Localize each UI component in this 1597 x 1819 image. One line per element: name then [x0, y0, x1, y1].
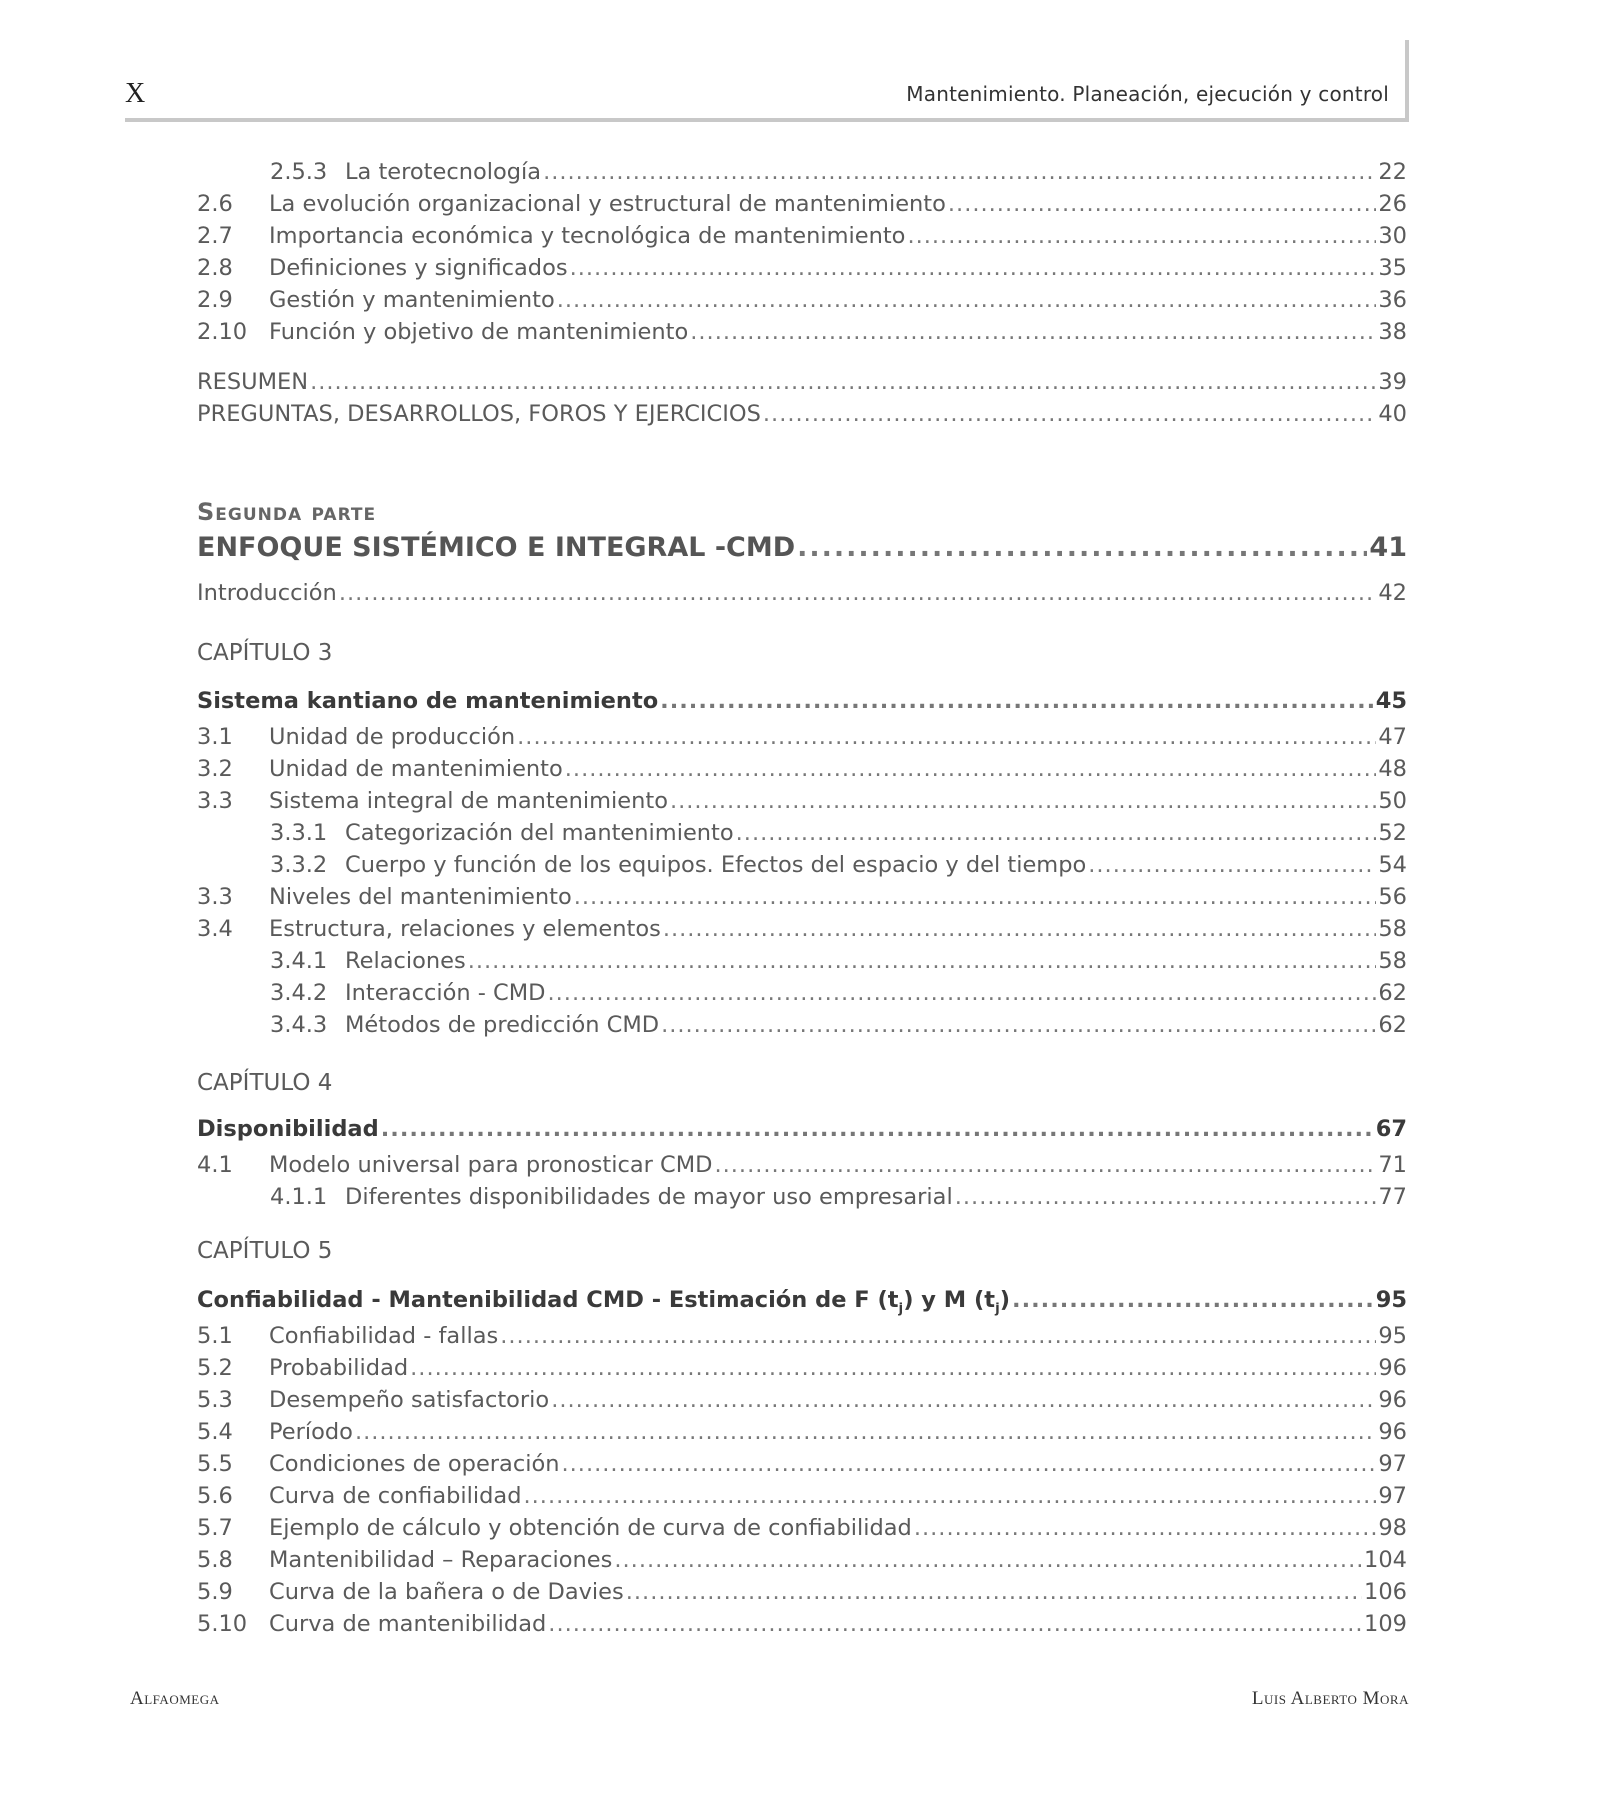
subscript: j: [995, 1300, 1000, 1317]
toc-entry-page: 54: [1378, 852, 1407, 878]
toc-leader-dots: [797, 532, 1367, 563]
header-rule: [125, 118, 1409, 122]
chapter-title-part: ): [999, 1287, 1011, 1313]
toc-entry-page: 42: [1378, 580, 1407, 606]
toc-entry-number: 5.7: [197, 1515, 233, 1541]
toc-entry[interactable]: [197, 255, 1407, 285]
toc-leader-dots: [548, 1611, 1362, 1637]
toc-entry-resumen[interactable]: [197, 369, 1407, 399]
toc-entry-page: 26: [1378, 191, 1407, 217]
toc-entry-page: 58: [1378, 948, 1407, 974]
toc-entry-number: 2.10: [197, 319, 248, 345]
toc-entry[interactable]: [270, 820, 1407, 850]
toc-entry[interactable]: [197, 916, 1407, 946]
toc-entry-label: Curva de la bañera o de Davies: [269, 1579, 624, 1605]
toc-entry-page: 41: [1369, 532, 1407, 563]
toc-leader-dots: [714, 1152, 1376, 1178]
toc-entry-label: Métodos de predicción CMD: [345, 1012, 660, 1038]
part-title: ENFOQUE SISTÉMICO E INTEGRAL -CMD: [197, 532, 796, 563]
chapter-heading: CAPÍTULO 5: [197, 1238, 333, 1264]
toc-leader-dots: [570, 255, 1377, 281]
toc-entry-label: Categorización del mantenimiento: [345, 820, 734, 846]
toc-entry-number: 5.4: [197, 1419, 233, 1445]
toc-entry-label: Gestión y mantenimiento: [269, 287, 555, 313]
subscript: j: [898, 1300, 904, 1317]
toc-entry[interactable]: [197, 191, 1407, 221]
toc-entry-number: 5.6: [197, 1483, 233, 1509]
toc-entry-label: Importancia económica y tecnológica de mantenimiento: [269, 223, 906, 249]
toc-entry[interactable]: [197, 1419, 1407, 1449]
toc-leader-dots: [410, 1355, 1376, 1381]
toc-entry-label: La evolución organizacional y estructural de mantenimiento: [269, 191, 946, 217]
toc-entry-number: 4.1: [197, 1152, 233, 1178]
toc-entry-number: 3.4: [197, 916, 233, 942]
toc-chapter-title[interactable]: [197, 1116, 1407, 1146]
toc-leader-dots: [1012, 1287, 1374, 1313]
toc-entry-page: 109: [1364, 1611, 1407, 1637]
toc-entry[interactable]: [197, 1611, 1407, 1641]
toc-leader-dots: [548, 980, 1377, 1006]
toc-entry[interactable]: [197, 1483, 1407, 1513]
toc-leader-dots: [339, 580, 1377, 606]
toc-entry[interactable]: [197, 1451, 1407, 1481]
toc-entry-number: 2.6: [197, 191, 233, 217]
toc-entry-page: 45: [1375, 688, 1407, 714]
toc-entry-label: Cuerpo y función de los equipos. Efectos del espacio y del tiempo: [345, 852, 1087, 878]
toc-entry[interactable]: [197, 1515, 1407, 1545]
toc-entry-page: 40: [1378, 401, 1407, 427]
toc-leader-dots: [574, 884, 1377, 910]
toc-leader-dots: [543, 159, 1376, 185]
toc-entry-label: Condiciones de operación: [269, 1451, 560, 1477]
toc-entry-page: 36: [1378, 287, 1407, 313]
toc-entry-number: 2.7: [197, 223, 233, 249]
toc-entry-page: 22: [1378, 159, 1407, 185]
toc-leader-dots: [955, 1184, 1377, 1210]
toc-entry-page: 62: [1378, 1012, 1407, 1038]
toc-entry[interactable]: [197, 1387, 1407, 1417]
toc-entry-page: 35: [1378, 255, 1407, 281]
toc-entry-page: 38: [1378, 319, 1407, 345]
toc-entry-number: 5.9: [197, 1579, 233, 1605]
toc-entry-number: 3.2: [197, 756, 233, 782]
toc-entry-page: 50: [1378, 788, 1407, 814]
toc-leader-dots: [660, 688, 1374, 714]
toc-entry-number: 3.3: [197, 788, 233, 814]
toc-entry-page: 97: [1378, 1451, 1407, 1477]
toc-entry-label: Introducción: [197, 580, 337, 606]
toc-entry-label: Definiciones y significados: [269, 255, 568, 281]
chapter-title-part: ) y M (t: [903, 1287, 996, 1313]
toc-entry-page: 77: [1378, 1184, 1407, 1210]
toc-part-title[interactable]: [197, 532, 1407, 568]
toc-leader-dots: [565, 756, 1377, 782]
toc-entry[interactable]: [197, 1547, 1407, 1577]
toc-leader-dots: [310, 369, 1376, 395]
running-title: Mantenimiento. Planeación, ejecución y control: [906, 82, 1389, 106]
toc-entry-page: 96: [1378, 1387, 1407, 1413]
toc-leader-dots: [661, 1012, 1376, 1038]
toc-entry-number: 2.5.3: [270, 159, 328, 185]
toc-entry[interactable]: [197, 788, 1407, 818]
toc-leader-dots: [663, 916, 1377, 942]
toc-entry[interactable]: [197, 884, 1407, 914]
toc-entry-number: 2.9: [197, 287, 233, 313]
toc-entry-page: 58: [1378, 916, 1407, 942]
toc-entry-label: Confiabilidad - fallas: [269, 1323, 499, 1349]
toc-entry-label: Modelo universal para pronosticar CMD: [269, 1152, 713, 1178]
toc-entry-number: 5.2: [197, 1355, 233, 1381]
chapter-heading: CAPÍTULO 4: [197, 1070, 333, 1096]
toc-entry-page: 30: [1378, 223, 1407, 249]
toc-leader-dots: [614, 1547, 1362, 1573]
toc-entry-page: 106: [1364, 1579, 1407, 1605]
toc-entry[interactable]: [270, 159, 1407, 189]
chapter-title: Sistema kantiano de mantenimiento: [197, 688, 659, 714]
toc-entry-page: 96: [1378, 1419, 1407, 1445]
toc-leader-dots: [626, 1579, 1362, 1605]
toc-entry-page: 56: [1378, 884, 1407, 910]
toc-entry-label: Sistema integral de mantenimiento: [269, 788, 668, 814]
toc-entry-number: 5.1: [197, 1323, 233, 1349]
toc-entry[interactable]: [270, 980, 1407, 1010]
toc-entry-label: Interacción - CMD: [345, 980, 546, 1006]
toc-entry-page: 104: [1364, 1547, 1407, 1573]
toc-entry-page: 48: [1378, 756, 1407, 782]
toc-leader-dots: [524, 1483, 1377, 1509]
toc-leader-dots: [517, 724, 1376, 750]
toc-entry-label: Diferentes disponibilidades de mayor uso empresarial: [345, 1184, 953, 1210]
chapter-title-part: Confiabilidad - Mantenibilidad CMD - Estimación de F (t: [197, 1287, 899, 1313]
toc-entry-page: 96: [1378, 1355, 1407, 1381]
toc-entry-page: 67: [1375, 1116, 1407, 1142]
toc-entry-label: RESUMEN: [197, 369, 309, 395]
toc-entry-label: Unidad de producción: [269, 724, 516, 750]
chapter-title: Disponibilidad: [197, 1116, 379, 1142]
toc-leader-dots: [948, 191, 1376, 217]
toc-entry-number: 5.10: [197, 1611, 248, 1637]
footer-author: Luis Alberto Mora: [1251, 1688, 1409, 1709]
toc-leader-dots: [381, 1116, 1374, 1142]
toc-entry[interactable]: [197, 756, 1407, 786]
toc-entry-label: Unidad de mantenimiento: [269, 756, 563, 782]
toc-leader-dots: [670, 788, 1376, 814]
footer-publisher: Alfaomega: [130, 1688, 220, 1709]
header-rule-vertical: [1405, 40, 1409, 122]
toc-entry-label: Ejemplo de cálculo y obtención de curva de confiabilidad: [269, 1515, 912, 1541]
toc-leader-dots: [551, 1387, 1376, 1413]
toc-leader-dots: [914, 1515, 1377, 1541]
toc-entry-label: Curva de mantenibilidad: [269, 1611, 547, 1637]
toc-leader-dots: [557, 287, 1377, 313]
page-number: X: [125, 78, 146, 109]
toc-entry-number: 3.4.3: [270, 1012, 328, 1038]
toc-entry-label: Estructura, relaciones y elementos: [269, 916, 661, 942]
toc-entry[interactable]: [270, 948, 1407, 978]
toc-entry-page: 52: [1378, 820, 1407, 846]
toc-entry-label: Función y objetivo de mantenimiento: [269, 319, 689, 345]
toc-leader-dots: [763, 401, 1376, 427]
chapter-heading: CAPÍTULO 3: [197, 640, 333, 666]
toc-leader-dots: [562, 1451, 1377, 1477]
toc-entry-label: Niveles del mantenimiento: [269, 884, 572, 910]
toc-entry-introduccion[interactable]: [197, 580, 1407, 610]
toc-leader-dots: [907, 223, 1376, 249]
toc-entry-number: 3.4.1: [270, 948, 328, 974]
toc-entry-number: 4.1.1: [270, 1184, 328, 1210]
part-label: Segunda parte: [197, 498, 377, 526]
chapter-title: [197, 1287, 1010, 1317]
toc-entry-page: 47: [1378, 724, 1407, 750]
toc-entry-label: Período: [269, 1419, 353, 1445]
toc-entry-number: 5.8: [197, 1547, 233, 1573]
toc-entry[interactable]: [197, 1323, 1407, 1353]
toc-entry[interactable]: [270, 1184, 1407, 1214]
toc-entry-label: Probabilidad: [269, 1355, 409, 1381]
toc-entry-number: 5.3: [197, 1387, 233, 1413]
toc-entry-label: Curva de confiabilidad: [269, 1483, 522, 1509]
toc-entry-number: 3.4.2: [270, 980, 328, 1006]
toc-entry-number: 3.1: [197, 724, 233, 750]
toc-entry-label: PREGUNTAS, DESARROLLOS, FOROS Y EJERCICIOS: [197, 401, 761, 427]
toc-chapter-title[interactable]: [197, 1287, 1407, 1321]
toc-entry[interactable]: [197, 223, 1407, 253]
toc-leader-dots: [500, 1323, 1376, 1349]
toc-entry[interactable]: [270, 852, 1407, 882]
toc-entry-preguntas[interactable]: [197, 401, 1407, 431]
toc-leader-dots: [1088, 852, 1376, 878]
toc-entry[interactable]: [197, 724, 1407, 754]
toc-entry-page: 95: [1378, 1323, 1407, 1349]
toc-entry-number: 3.3: [197, 884, 233, 910]
toc-entry-number: 3.3.1: [270, 820, 328, 846]
toc-entry[interactable]: [197, 287, 1407, 317]
toc-leader-dots: [690, 319, 1376, 345]
toc-entry-label: Mantenibilidad – Reparaciones: [269, 1547, 613, 1573]
toc-leader-dots: [355, 1419, 1376, 1445]
toc-entry-page: 71: [1378, 1152, 1407, 1178]
toc-chapter-title[interactable]: [197, 688, 1407, 718]
toc-entry[interactable]: [197, 1579, 1407, 1609]
page-header: [125, 58, 1409, 122]
toc-entry[interactable]: [270, 1012, 1407, 1042]
toc-entry[interactable]: [197, 319, 1407, 349]
toc-entry-label: Desempeño satisfactorio: [269, 1387, 550, 1413]
toc-entry-page: 98: [1378, 1515, 1407, 1541]
toc-entry-number: 3.3.2: [270, 852, 328, 878]
toc-leader-dots: [736, 820, 1377, 846]
toc-entry-page: 95: [1375, 1287, 1407, 1313]
toc-leader-dots: [468, 948, 1377, 974]
toc-entry-page: 97: [1378, 1483, 1407, 1509]
toc-entry-label: Relaciones: [345, 948, 466, 974]
toc-entry[interactable]: [197, 1355, 1407, 1385]
toc-entry-number: 5.5: [197, 1451, 233, 1477]
toc-entry[interactable]: [197, 1152, 1407, 1182]
toc-entry-page: 39: [1378, 369, 1407, 395]
toc-entry-page: 62: [1378, 980, 1407, 1006]
toc-entry-number: 2.8: [197, 255, 233, 281]
toc-entry-label: La terotecnología: [345, 159, 542, 185]
